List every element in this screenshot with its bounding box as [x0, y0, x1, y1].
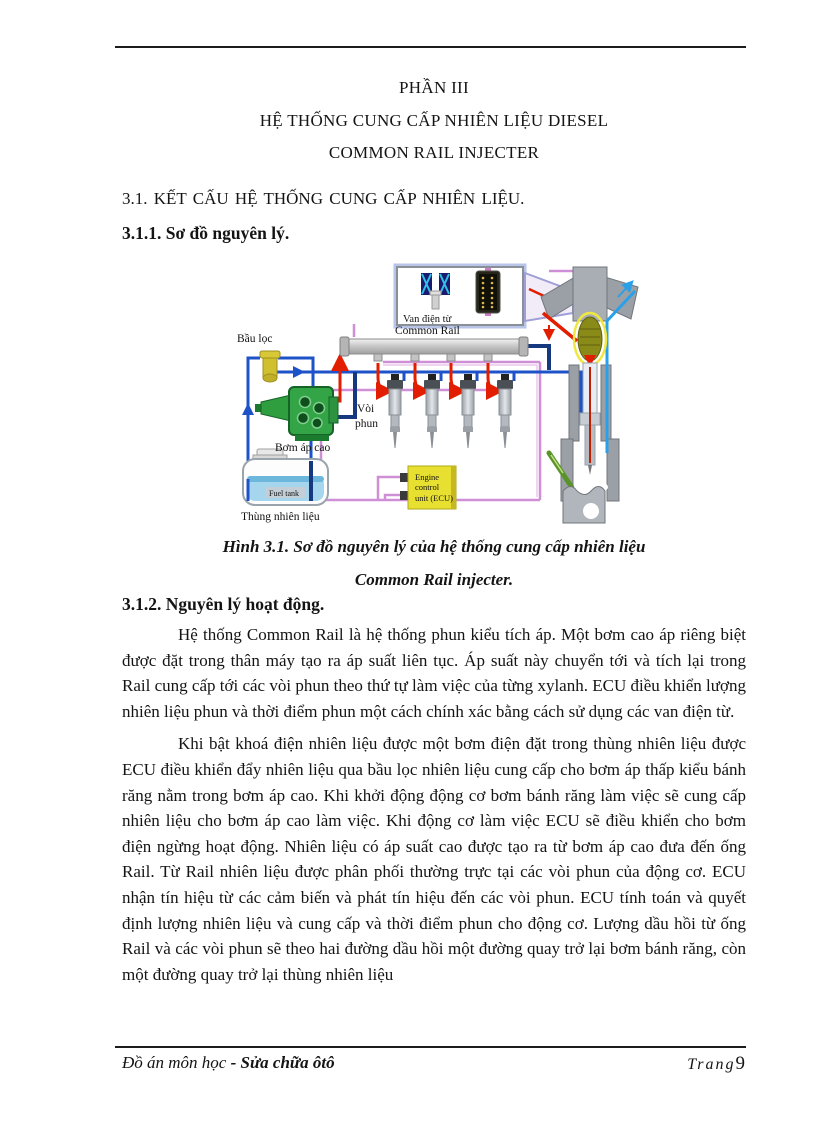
- solenoid-valve-label: Van điện từ: [403, 314, 452, 325]
- solenoid-valve-box: [395, 265, 525, 327]
- ecu-label-line1: Engine: [415, 472, 440, 482]
- injector-solenoid-icon: [476, 268, 500, 316]
- pump-label: Bơm áp cao: [275, 442, 331, 454]
- ecu-label-line2: control: [415, 482, 440, 492]
- fuel-tank-label: Fuel tank: [269, 489, 299, 498]
- paragraph-operation: Khi bật khoá điện nhiên liệu được một bơm điện đặt trong thùng nhiên liệu được ECU điều khiển đẩy nhiên liệu qua bầu lọc nhiên liệu cung cấp cho bơm áp thấp kiểu bánh răng nằm trong bơm áp cao. Khi khởi động động cơ bơm bánh răng làm việc sẽ cung cấp nhiên liệu cho bơm áp cao làm việc. Khi động cơ làm việc ECU sẽ điều khiển cho bơm điện ngừng hoạt động. Nhiên liệu có áp suất cao được tạo ra từ bơm áp cao đưa đến ống Rail. Từ Rail nhiên liệu được phân phối thường trực tại các vòi phun của động cơ. ECU nhận tín hiệu từ các cảm biến và phát tín hiệu đến các vòi phun. ECU tính toán và quyết định lượng nhiên liệu và cung cấp và thời điểm phun cho động cơ. Lượng dầu hồi từ ống Rail và các vòi phun sẽ theo hai đường dầu hồi một đường quay trở lại bơm bánh răng, còn một đường quay trở lại thùng nhiên liệu: [122, 734, 746, 984]
- injector-label-line1: Vòi: [357, 403, 375, 415]
- footer-rule: [115, 1046, 746, 1048]
- document-title: [122, 72, 746, 170]
- footer-page-indicator: [687, 1053, 745, 1075]
- title-part: PHẦN III: [399, 78, 469, 97]
- injector-label-line2: phun: [355, 418, 378, 430]
- title-subject: HỆ THỐNG CUNG CẤP NHIÊN LIỆU DIESEL: [259, 110, 609, 130]
- fuel-tank: [243, 449, 328, 505]
- common-rail-label: Common Rail: [395, 325, 460, 337]
- figure-caption: [122, 530, 746, 596]
- title-subtitle: COMMON RAIL INJECTER: [328, 143, 540, 162]
- injector: [387, 374, 403, 448]
- section-3-1-2-heading: 3.1.2. Nguyên lý hoạt động.: [122, 594, 325, 614]
- injector: [460, 374, 476, 448]
- common-rail-tube: [340, 337, 528, 361]
- injector: [424, 374, 440, 448]
- footer-course-regular: Đồ án môn học: [122, 1053, 231, 1072]
- section-3-1-1-heading: 3.1.1. Sơ đồ nguyên lý.: [122, 223, 290, 243]
- header-rule: [115, 46, 746, 48]
- footer-course-bold: - Sửa chữa ôtô: [230, 1053, 335, 1072]
- injectors: [387, 374, 513, 448]
- filter-label: Bầu lọc: [237, 333, 273, 345]
- figure-caption-line1: Hình 3.1. Sơ đồ nguyên lý của hệ thống cung cấp nhiên liệu: [222, 537, 646, 556]
- footer-course-title: [122, 1053, 335, 1073]
- engine-cross-section: [541, 267, 638, 523]
- high-pressure-pump: [255, 387, 338, 441]
- footer-page-label: Trang: [687, 1056, 736, 1073]
- injector: [497, 374, 513, 448]
- common-rail-diagram: [233, 261, 643, 526]
- figure-caption-line2: Common Rail injecter.: [354, 570, 514, 589]
- fuel-filter: [260, 351, 280, 382]
- tank-label: Thùng nhiên liệu: [241, 511, 320, 523]
- section-3-1-heading: 3.1. KẾT CẤU HỆ THỐNG CUNG CẤP NHIÊN LIỆU.: [122, 189, 525, 208]
- schematic-figure: [233, 261, 643, 526]
- paragraph-principle: Hệ thống Common Rail là hệ thống phun kiểu tích áp. Một bơm cao áp riêng biệt được đặt trong thân máy tạo ra áp suất liên tục. Áp suất này chuyển tới và tích lại trong Rail cung cấp tới các vòi phun theo thứ tự làm việc của từng xylanh. ECU điều khiển lượng nhiên liệu phun và thời điểm phun một cách chính xác bằng cách sử dụng các van điện từ.: [122, 625, 746, 721]
- body-text: [122, 622, 746, 994]
- ecu-label-line3: unit (ECU): [415, 493, 454, 503]
- footer-page-number: 9: [735, 1053, 745, 1074]
- ecu-box: [400, 466, 456, 509]
